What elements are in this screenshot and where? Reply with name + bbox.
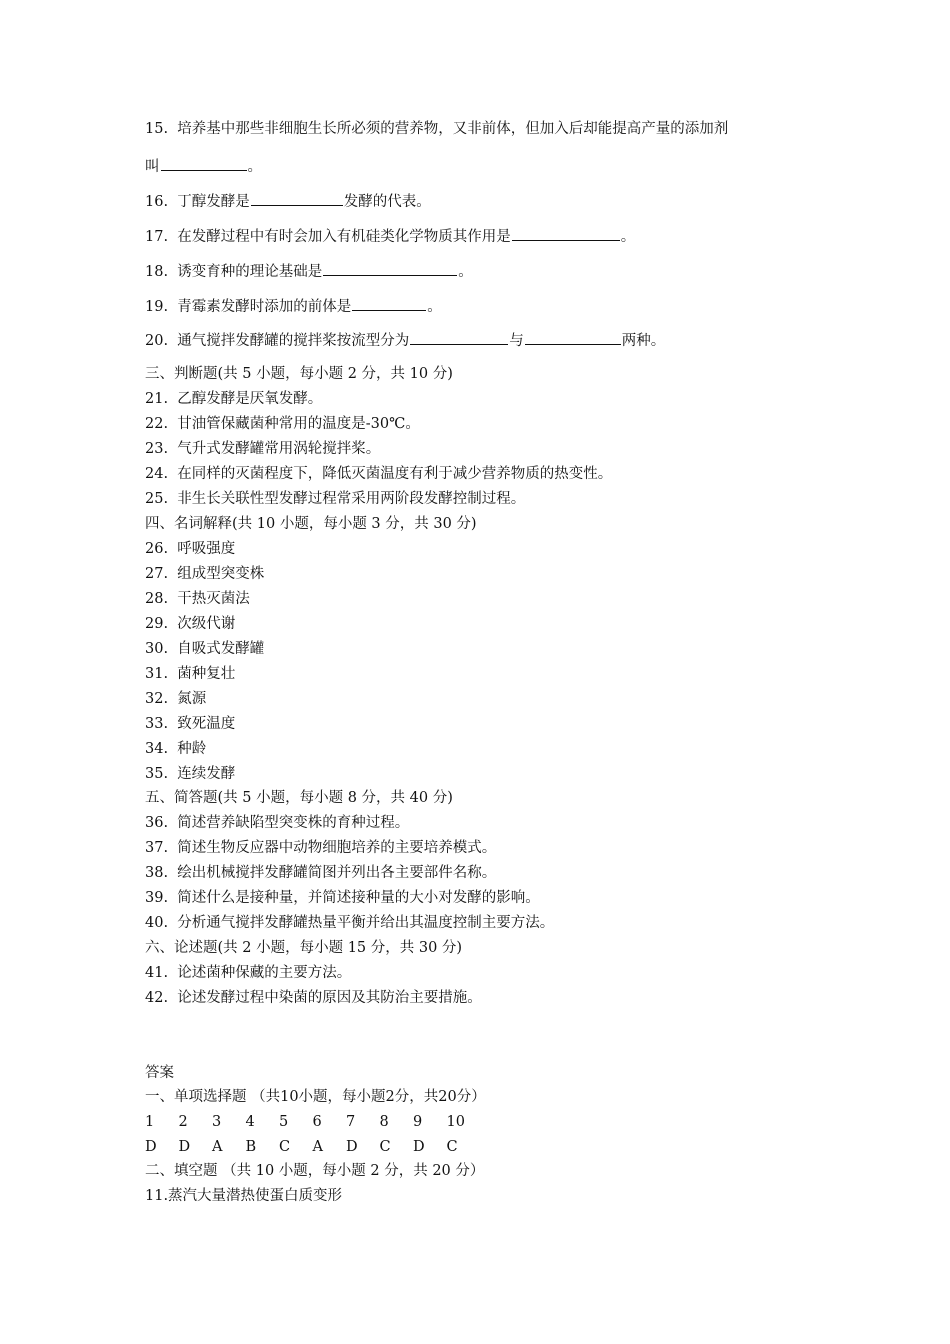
answer-blank[interactable] [251,191,343,206]
answer-blank[interactable] [323,261,457,276]
answers-section1-header: 一、单项选择题 （共10小题，每小题2分，共20分） [145,1089,486,1105]
question-39: 39. 简述什么是接种量，并简述接种量的大小对发酵的影响。 [145,890,540,906]
question-number: 19. [145,299,169,315]
question-24: 24. 在同样的灭菌程度下，降低灭菌温度有利于减少营养物质的热变性。 [145,466,613,482]
question-34: 34. 种龄 [145,741,207,757]
question-number: 18. [145,264,169,280]
question-25: 25. 非生长关联性型发酵过程常采用两阶段发酵控制过程。 [145,491,526,507]
question-16: 16. 丁醇发酵是 发酵的代表。 [145,191,431,212]
answer-11: 11.蒸汽大量潜热使蛋白质变形 [145,1188,343,1204]
question-23: 23. 气升式发酵罐常用涡轮搅拌桨。 [145,441,381,457]
question-20: 20. 通气搅拌发酵罐的搅拌桨按流型分为 与 两种。 [145,330,665,351]
question-30: 30. 自吸式发酵罐 [145,641,265,657]
section-header-short-answer: 五、简答题(共 5 小题，每小题 8 分，共 40 分) [145,790,453,806]
question-22: 22. 甘油管保藏菌种常用的温度是-30℃。 [145,416,420,432]
question-28: 28. 干热灭菌法 [145,591,250,607]
answers-title: 答案 [145,1065,174,1081]
question-text: 培养基中那些非细胞生长所必须的营养物，又非前体，但加入后却能提高产量的添加剂 [177,121,729,137]
question-number: 15. [145,121,169,137]
answer-blank[interactable] [525,330,621,345]
answer-blank[interactable] [410,330,508,345]
answer-blank[interactable] [512,226,620,241]
section-header-terms: 四、名词解释(共 10 小题，每小题 3 分，共 30 分) [145,516,477,532]
answers-section2-header: 二、填空题 （共 10 小题，每小题 2 分，共 20 分） [145,1163,485,1179]
question-26: 26. 呼吸强度 [145,541,236,557]
question-27: 27. 组成型突变株 [145,566,265,582]
answer-numbers-row: 1 2 3 4 5 6 7 8 9 10 [145,1114,465,1130]
question-18: 18. 诱变育种的理论基础是 。 [145,261,473,282]
question-33: 33. 致死温度 [145,716,236,732]
question-37: 37. 简述生物反应器中动物细胞培养的主要培养模式。 [145,840,497,856]
question-31: 31. 菌种复壮 [145,666,236,682]
answer-blank[interactable] [352,296,426,311]
question-40: 40. 分析通气搅拌发酵罐热量平衡并给出其温度控制主要方法。 [145,915,555,931]
question-29: 29. 次级代谢 [145,616,236,632]
section-header-essay: 六、论述题(共 2 小题，每小题 15 分，共 30 分) [145,940,463,956]
question-32: 32. 氮源 [145,691,207,707]
question-41: 41. 论述菌种保藏的主要方法。 [145,965,352,981]
question-36: 36. 简述营养缺陷型突变株的育种过程。 [145,815,410,831]
question-21: 21. 乙醇发酵是厌氧发酵。 [145,391,323,407]
question-35: 35. 连续发酵 [145,766,236,782]
answer-letters-row: D D A B C A D C D C [145,1139,458,1155]
question-19: 19. 青霉素发酵时添加的前体是 。 [145,296,442,317]
answer-blank[interactable] [161,156,247,171]
question-15-cont: 叫 。 [145,156,262,177]
question-15 [145,119,728,139]
question-42: 42. 论述发酵过程中染菌的原因及其防治主要措施。 [145,990,482,1006]
question-number: 17. [145,229,169,245]
question-38: 38. 绘出机械搅拌发酵罐简图并列出各主要部件名称。 [145,865,497,881]
question-number: 20. [145,333,169,349]
question-17: 17. 在发酵过程中有时会加入有机硅类化学物质其作用是 。 [145,226,635,247]
section-header-judgement: 三、判断题(共 5 小题，每小题 2 分，共 10 分) [145,366,453,382]
question-number: 16. [145,194,169,210]
